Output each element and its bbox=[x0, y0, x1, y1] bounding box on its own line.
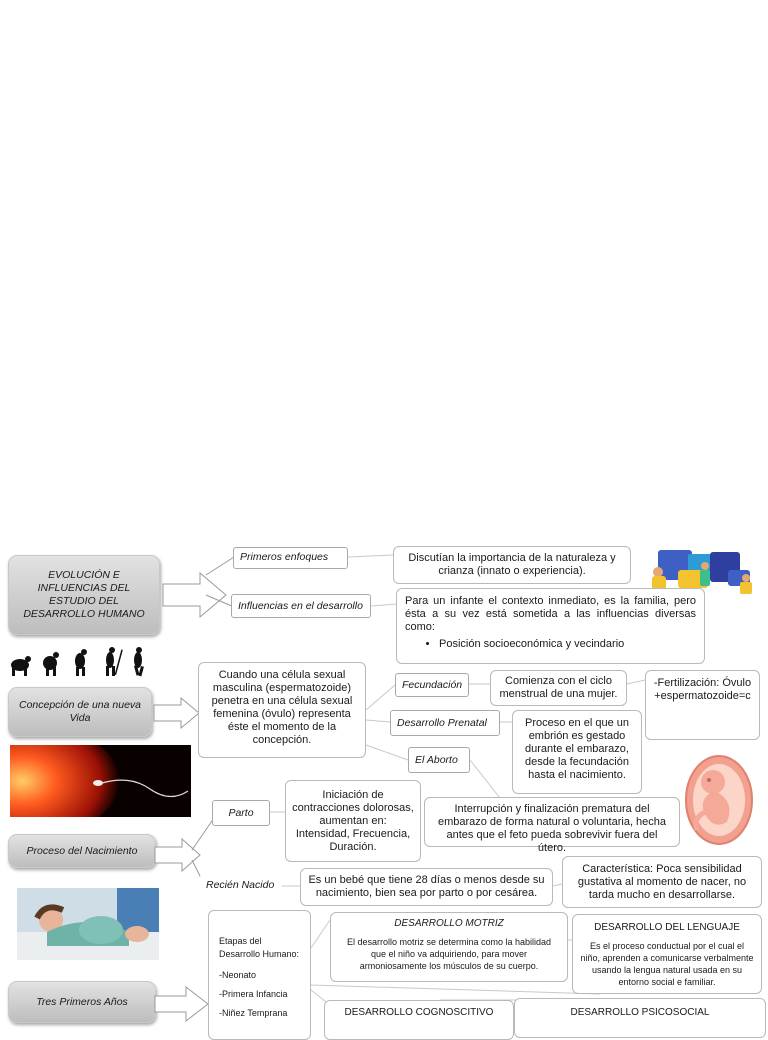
arrow-tres-anos bbox=[154, 986, 210, 1022]
caracteristica-text: Característica: Poca sensibilidad gustativa al momento de nacer, no tarda mucho en desarrollarse. bbox=[577, 863, 747, 901]
influencias-text: Para un infante el contexto inmediato, es la familia, pero ésta a su vez está sometida a las influencias diversas como: bbox=[405, 595, 696, 633]
label-recien-nacido bbox=[200, 874, 282, 898]
box-desarrollo-prenatal bbox=[512, 710, 642, 794]
fecundacion-text: Comienza con el ciclo menstrual de una mujer. bbox=[499, 675, 618, 700]
box-desarrollo-motriz bbox=[330, 912, 568, 982]
parto-text: Iniciación de contracciones dolorosas, aumentan en: Intensidad, Frecuencia, Duración. bbox=[292, 789, 414, 853]
box-recien-nacido bbox=[300, 868, 553, 906]
box-desarrollo-cognoscitivo bbox=[324, 1000, 514, 1040]
title-tres-anos bbox=[8, 981, 156, 1023]
influencias-bullets bbox=[405, 638, 696, 651]
box-fecundacion bbox=[490, 670, 627, 706]
hospital-photo bbox=[17, 888, 159, 960]
arrow-main bbox=[162, 572, 228, 618]
motriz-text: El desarrollo motriz se determina como la habilidad que el niño va adquiriendo, para mover armoniosamente los músculos de su cuerpo. bbox=[346, 937, 552, 971]
label-aborto bbox=[408, 747, 470, 773]
etapas-heading: Etapas del Desarrollo Humano: bbox=[219, 936, 300, 959]
main-title bbox=[8, 555, 160, 635]
fetus-illustration bbox=[683, 752, 755, 848]
label-fecundacion bbox=[395, 673, 469, 697]
label-aborto-text: El Aborto bbox=[415, 754, 458, 766]
lenguaje-title: DESARROLLO DEL LENGUAJE bbox=[594, 922, 740, 933]
primeros-enfoques-text: Discutían la importancia de la naturaleza y crianza (innato o experiencia). bbox=[408, 552, 616, 577]
label-parto bbox=[212, 800, 270, 826]
stage-primera-infancia: -Primera Infancia bbox=[219, 989, 288, 999]
psicosocial-title: DESARROLLO PSICOSOCIAL bbox=[570, 1007, 710, 1018]
label-influencias bbox=[231, 594, 371, 618]
label-recien-text: Recién Nacido bbox=[206, 879, 275, 891]
box-concepcion-definition bbox=[198, 662, 366, 758]
lenguaje-text: Es el proceso conductual por el cual el niño, aprenden a comunicarse verbalmente usando la lengua natural usada en su entorno social e familiar. bbox=[580, 941, 754, 987]
aborto-text: Interrupción y finalización prematura del embarazo de forma natural o voluntaria, hecha antes que el feto pueda sobrevivir fuera del útero. bbox=[437, 803, 667, 854]
title-nacimiento-text: Proceso del Nacimiento bbox=[26, 844, 138, 857]
title-concepcion bbox=[8, 687, 152, 737]
stage-neonato: -Neonato bbox=[219, 970, 257, 980]
fertilizacion-text: -Fertilización: Óvulo +espermatozoide=c bbox=[653, 677, 752, 702]
arrow-nacimiento bbox=[154, 838, 202, 872]
main-title-text: EVOLUCIÓN E INFLUENCIAS DEL ESTUDIO DEL DESARROLLO HUMANO bbox=[23, 569, 145, 620]
motriz-title: DESARROLLO MOTRIZ bbox=[394, 918, 504, 929]
box-caracteristica bbox=[562, 856, 762, 908]
label-prenatal-text: Desarrollo Prenatal bbox=[397, 717, 487, 729]
box-etapas bbox=[208, 910, 311, 1040]
stage-ninez-temprana: -Niñez Temprana bbox=[219, 1008, 288, 1018]
label-primeros-enfoques-text: Primeros enfoques bbox=[240, 551, 329, 563]
label-desarrollo-prenatal bbox=[390, 710, 500, 736]
box-primeros-enfoques bbox=[393, 546, 631, 584]
title-concepcion-text: Concepción de una nueva Vida bbox=[18, 699, 141, 724]
cognoscitivo-title: DESARROLLO COGNOSCITIVO bbox=[344, 1007, 494, 1018]
box-aborto bbox=[424, 797, 680, 854]
sperm-egg-graphic bbox=[10, 745, 191, 817]
label-parto-text: Parto bbox=[228, 807, 254, 819]
label-fecundacion-text: Fecundación bbox=[402, 679, 463, 691]
bullet-posicion: • Posición socioeconómica y vecindario bbox=[439, 638, 696, 651]
label-influencias-text: Influencias en el desarrollo bbox=[238, 600, 363, 612]
arrow-concepcion bbox=[153, 697, 201, 729]
concepcion-definition-text: Cuando una célula sexual masculina (espermatozoide) penetra en una célula sexual femenina (óvulo) representa éste el momento de la concepción. bbox=[211, 669, 353, 746]
human-evolution-icon bbox=[6, 647, 152, 677]
label-primeros-enfoques bbox=[233, 547, 348, 569]
title-nacimiento bbox=[8, 834, 156, 868]
box-desarrollo-psicosocial bbox=[514, 998, 766, 1038]
hospital-graphic bbox=[17, 888, 159, 960]
box-parto bbox=[285, 780, 421, 862]
recien-text: Es un bebé que tiene 28 días o menos desde su nacimiento, bien sea por parto o por cesárea. bbox=[308, 874, 545, 899]
sperm-egg-image bbox=[10, 745, 191, 817]
prenatal-text: Proceso en el que un embrión es gestado durante el embarazo, desde la fecundación hasta el nacimiento. bbox=[525, 717, 629, 781]
box-fertilizacion bbox=[645, 670, 760, 740]
title-tres-anos-text: Tres Primeros Años bbox=[36, 995, 128, 1008]
box-desarrollo-lenguaje bbox=[572, 914, 762, 994]
box-influencias bbox=[396, 588, 705, 664]
